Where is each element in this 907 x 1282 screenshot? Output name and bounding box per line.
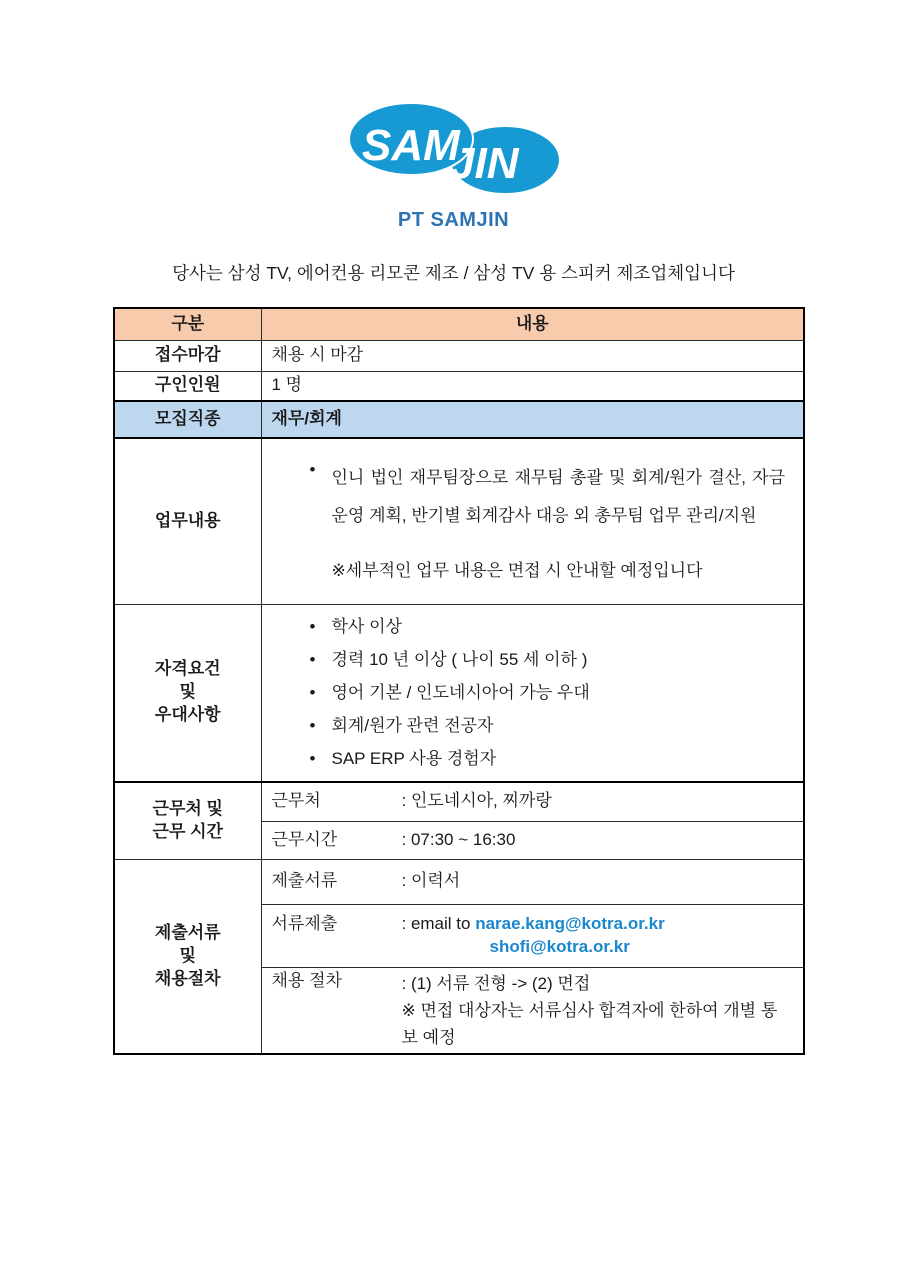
qual-label-line3: 우대사항: [154, 705, 221, 725]
qualification-item: [272, 709, 794, 742]
workplace-key: 근무처: [271, 791, 321, 811]
bullet-marker: •: [309, 749, 316, 769]
workplace-label-line2: 근무 시간: [152, 821, 223, 841]
qualification-item: [272, 610, 794, 643]
duties-label: 업무내용: [114, 438, 261, 604]
process-line1: : (1) 서류 전형 -> (2) 면접: [401, 973, 591, 993]
company-title: PT SAMJIN: [397, 209, 510, 231]
header-content: 내용: [261, 308, 804, 340]
bullet-marker: •: [309, 683, 316, 703]
workplace-value: : 인도네시아, 찌까랑: [401, 791, 552, 811]
table-row-headcount: [114, 371, 804, 401]
workhours-value: : 07:30 ~ 16:30: [401, 829, 516, 849]
qual-label-line1: 자격요건: [154, 659, 221, 679]
documents-key: 제출서류: [271, 871, 338, 891]
bullet-marker: •: [309, 650, 316, 670]
logo-text-jin: JIN: [450, 139, 519, 188]
duties-bullet-item: [272, 459, 794, 534]
logo-text-sam: SAM: [362, 121, 460, 170]
documents-value: : 이력서: [401, 871, 461, 891]
samjin-logo-icon: [348, 98, 560, 200]
workplace-label-line1: 근무처 및: [152, 798, 223, 818]
workhours-key: 근무시간: [271, 829, 338, 849]
submission-label: [114, 859, 261, 1054]
job-posting-table: [113, 307, 805, 1055]
table-row-qualifications: [114, 604, 804, 782]
bullet-marker: •: [309, 616, 316, 636]
bullet-marker: •: [309, 460, 316, 480]
qualification-text: 학사 이상: [331, 616, 402, 636]
company-description: 당사는 삼성 TV, 에어컨용 리모콘 제조 / 삼성 TV 용 스피커 제조업체입니다: [172, 263, 735, 283]
position-label: 모집직종: [114, 401, 261, 438]
samjin-logo: [348, 98, 560, 200]
duties-bullet-text: 인니 법인 재무팀장으로 재무팀 총괄 및 회계/원가 결산, 자금운영 계획, 반기별 회계감사 대응 외 총무팀 업무 관리/지원: [331, 468, 785, 525]
qualifications-label: [114, 604, 261, 782]
workplace-label: [114, 782, 261, 859]
submission-label-line2: 및: [179, 945, 196, 965]
process-line2: ※ 면접 대상자는 서류심사 합격자에 한하여 개별 통보 예정: [401, 1000, 778, 1047]
submit-key: 서류제출: [271, 913, 338, 933]
email-link-1[interactable]: narae.kang@kotra.or.kr: [475, 913, 665, 933]
qual-label-line2: 및: [179, 682, 196, 702]
table-row-documents: [114, 859, 804, 904]
table-row-deadline: [114, 340, 804, 371]
header-category: 구분: [114, 308, 261, 340]
submit-email-line2: [402, 936, 794, 959]
process-key: 채용 절차: [271, 970, 342, 990]
qualification-item: [272, 676, 794, 709]
submission-label-line3: 채용절차: [154, 968, 221, 988]
qualification-text: 경력 10 년 이상 ( 나이 55 세 이하 ): [331, 650, 588, 670]
qualification-item: [272, 742, 794, 775]
table-row-duties: [114, 438, 804, 604]
deadline-label: 접수마감: [114, 340, 261, 371]
qualification-text: SAP ERP 사용 경험자: [331, 749, 497, 769]
duties-note: ※세부적인 업무 내용은 면접 시 안내할 예정입니다: [331, 561, 703, 581]
table-header-row: [114, 308, 804, 340]
submit-prefix: : email to: [401, 913, 476, 933]
qualification-text: 영어 기본 / 인도네시아어 가능 우대: [331, 683, 590, 703]
position-value: 재무/회계: [261, 401, 804, 438]
email-link-2[interactable]: shofi@kotra.or.kr: [489, 936, 630, 956]
submission-label-line1: 제출서류: [154, 922, 221, 942]
submit-email-line1: [402, 913, 794, 936]
table-row-position: [114, 401, 804, 438]
table-row-workplace: [114, 782, 804, 821]
headcount-label: 구인인원: [114, 371, 261, 401]
qualification-item: [272, 643, 794, 676]
headcount-value: 1 명: [261, 371, 804, 401]
deadline-value: 채용 시 마감: [261, 340, 804, 371]
qualification-text: 회계/원가 관련 전공자: [331, 716, 494, 736]
bullet-marker: •: [309, 716, 316, 736]
